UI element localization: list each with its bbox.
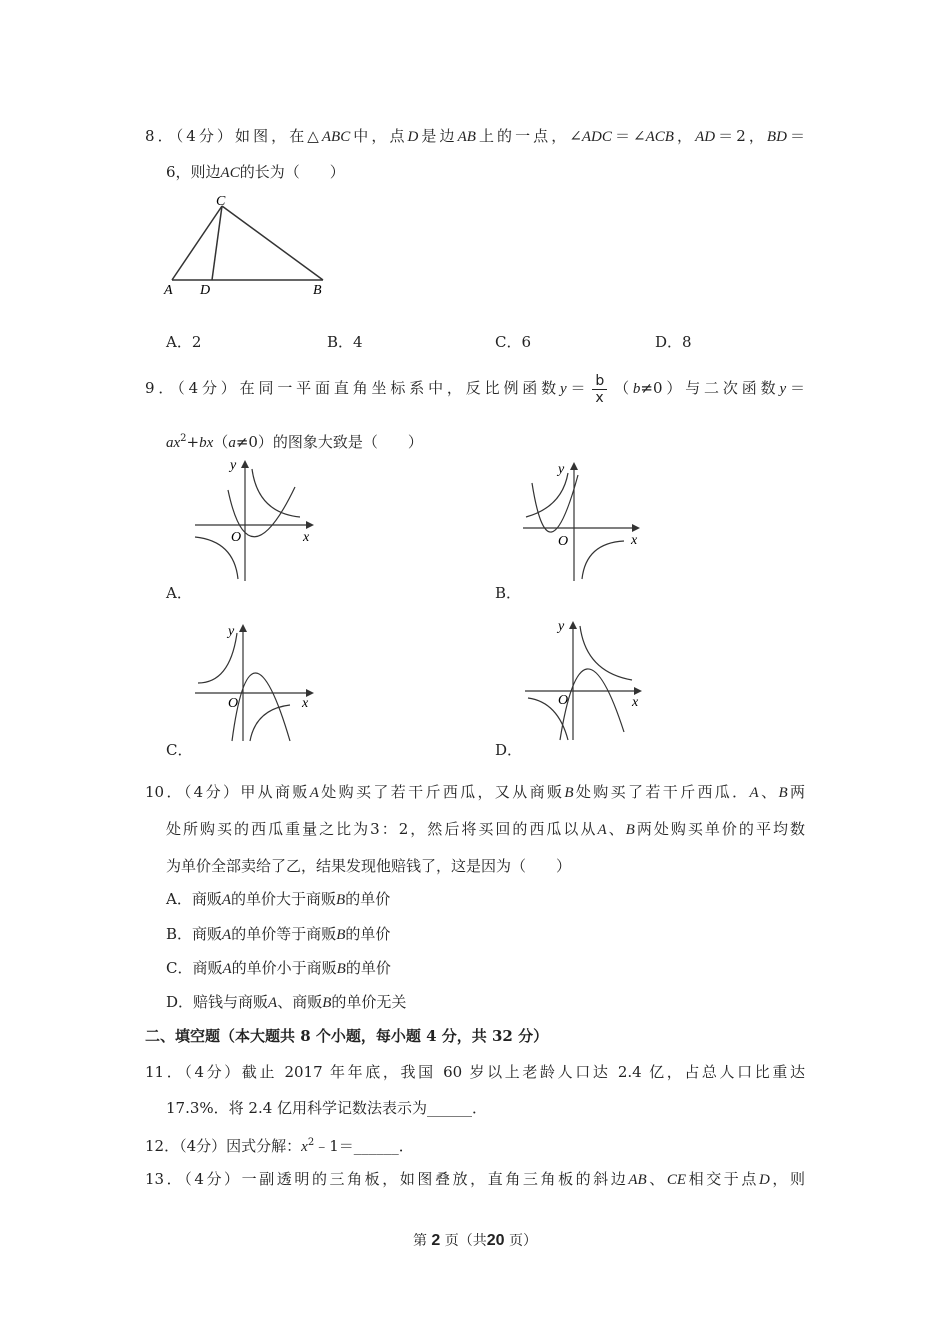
q10-option-d: D．赔钱与商贩A、商贩B的单价无关 bbox=[166, 993, 407, 1011]
q9-graph-b bbox=[518, 455, 648, 585]
label-c: C bbox=[216, 194, 226, 209]
q13-line1: 13．（4分）一副透明的三角板，如图叠放，直角三角板的斜边AB、CE相交于点D，则 bbox=[145, 1170, 805, 1188]
page-total: 20 bbox=[486, 1232, 505, 1249]
q9-line2: $ax^2+bx(a\ne 0)$的图象大致是（ ） bbox=[166, 433, 423, 451]
q8-line2: 6，则边AC的长为（ ） bbox=[166, 163, 345, 181]
q12-line: 12．（4分）因式分解：$x^2﹣1=\_\_\_\_\_\_$． bbox=[145, 1137, 414, 1155]
q10-line3: 为单价全部卖给了乙，结果发现他赔钱了，这是因为（ ） bbox=[166, 857, 572, 875]
q9-option-b: B． bbox=[495, 584, 522, 602]
svg-text:y: y bbox=[558, 619, 565, 634]
fraction-b-over-x: $\frac{b}{x}$ bbox=[592, 373, 607, 406]
q9-option-c: C． bbox=[166, 741, 193, 759]
q9-line1: 9．（4分）在同一平面直角坐标系中，反比例函数y＝ $\frac{b}{x}$ （b≠0）与二次函数y＝ bbox=[145, 372, 805, 406]
q9-graph-a bbox=[190, 455, 320, 585]
page-number: 2 bbox=[431, 1232, 441, 1249]
svg-text:x: x bbox=[303, 530, 310, 545]
q10-line1: 10．（4分）甲从商贩A处购买了若干斤西瓜，又从商贩B处购买了若干斤西瓜．A、B两 bbox=[145, 783, 805, 801]
q8-option-a: A．2 bbox=[166, 333, 202, 351]
q9-graph-d bbox=[520, 612, 650, 744]
q11-line2: 17.3%．将 2.4 亿用科学记数法表示为______． bbox=[166, 1099, 488, 1117]
q8-option-c: C．6 bbox=[495, 333, 532, 351]
q11-line1: 11．（4分）截止 2017 年年底，我国 60 岁以上老龄人口达 2.4 亿，占总人口比重达 bbox=[145, 1063, 806, 1081]
q9-option-d: D． bbox=[495, 741, 523, 759]
q10-option-b: B．商贩A的单价等于商贩B的单价 bbox=[166, 925, 391, 943]
svg-text:x: x bbox=[632, 695, 639, 710]
q8-option-b: B．4 bbox=[327, 333, 363, 351]
label-a: A bbox=[164, 283, 173, 298]
q8-option-d: D．8 bbox=[655, 333, 692, 351]
svg-text:O: O bbox=[228, 696, 239, 711]
q9-option-a: A． bbox=[166, 584, 192, 602]
section-heading-fill-in: 二、填空题（本大题共 8 个小题，每小题 4 分，共 32 分） bbox=[145, 1027, 549, 1045]
label-b: B bbox=[313, 283, 322, 298]
q10-option-a: A．商贩A的单价大于商贩B的单价 bbox=[166, 890, 391, 908]
q10-line2: 处所购买的西瓜重量之比为3：2，然后将买回的西瓜以从A、B两处购买单价的平均数 bbox=[166, 820, 805, 838]
svg-text:x: x bbox=[302, 696, 309, 711]
svg-text:x: x bbox=[631, 533, 638, 548]
q8-triangle-figure bbox=[160, 190, 335, 300]
q9-graph-c bbox=[190, 615, 320, 745]
q8-line1: 8．（4分）如图，在△ABC中，点D是边AB上的一点，∠ADC＝∠ACB，AD＝2，BD＝ bbox=[145, 127, 805, 145]
svg-text:y: y bbox=[230, 458, 237, 473]
svg-text:y: y bbox=[228, 624, 235, 639]
svg-text:O: O bbox=[231, 530, 242, 545]
q10-option-c: C．商贩A的单价小于商贩B的单价 bbox=[166, 959, 391, 977]
svg-text:O: O bbox=[558, 693, 569, 708]
svg-text:O: O bbox=[558, 534, 569, 549]
svg-text:y: y bbox=[558, 462, 565, 477]
page-footer: 第 2 页（共20 页） bbox=[412, 1232, 538, 1249]
label-d: D bbox=[200, 283, 211, 298]
